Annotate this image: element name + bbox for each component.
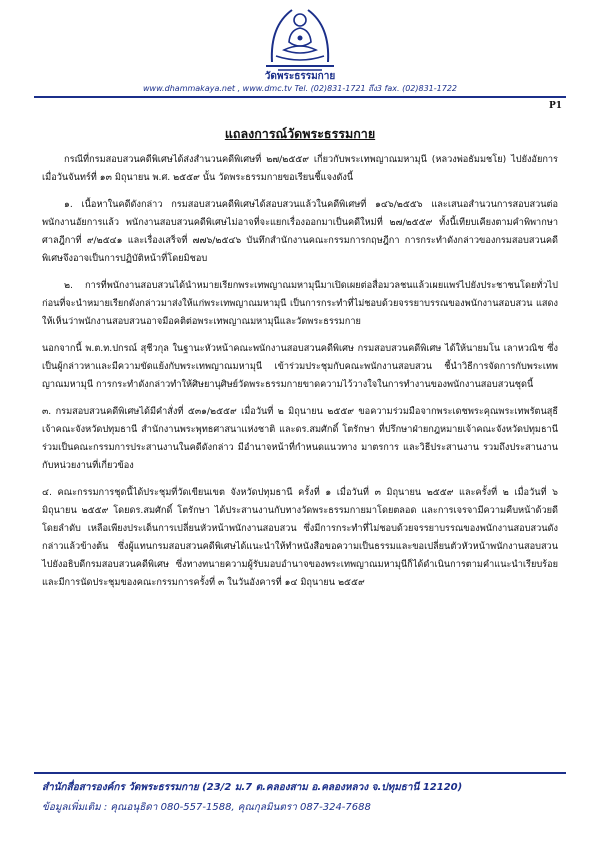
footer — [42, 778, 562, 818]
footer-divider — [34, 772, 566, 774]
letterhead — [0, 0, 600, 100]
page-number: P1 — [548, 101, 562, 111]
paragraph-1: ๑. เนื้อหาในคดีดังกล่าว กรมสอบสวนคดีพิเศษได้สอบสวนแล้วในคดีพิเศษที่ ๑๔๖/๒๕๕๖ และเสนอสำนวนการสอบสวนต่อพนักงานอัยการแล้ว พนักงานสอบสวนคดีพิเศษไม่อาจที่จะแยกเรื่องออกมาเป็นคดีใหม่ที่ ๒๗/๒๕๕๙ ทั้งนี้เทียบเคียงตามคำพิพากษาศาลฎีกาที่ ๙/๒๕๔๑ และเรื่องเสร็จที่ ๗๗๖/๒๕๔๖ บันทึกสำนักงานคณะกรรมการกฤษฎีกา การกระทำดังกล่าวของกรมสอบสวนคดีพิเศษจึงอาจเป็นการปฏิบัติหน้าที่โดยมิชอบ — [42, 199, 558, 264]
paragraph-3: ๓. กรมสอบสวนคดีพิเศษได้มีคำสั่งที่ ๕๓๑/๒๕๕๙ เมื่อวันที่ ๒ มิถุนายน ๒๕๕๙ ขอความร่วมมือจากพระเดชพระคุณพระเทพรัตนสุธี เจ้าคณะจังหวัดปทุมธานี สำนักงานพระพุทธศาสนาแห่งชาติ และดร.สมศักดิ์ โตรักษา ที่ปรึกษาฝ่ายกฎหมายเจ้าคณะจังหวัดปทุมธานี ร่วมเป็นคณะกรรมการประสานงานในคดีดังกล่าว มีอำนาจหน้าที่กำหนดแนวทาง มาตรการ และวิธีประสานงาน รวมถึงประสานงานกับหน่วยงานที่เกี่ยวข้อง — [42, 406, 558, 471]
dhammakaya-seal-icon — [262, 4, 338, 72]
footer-office-line: สำนักสื่อสารองค์กร วัดพระธรรมกาย (23/2 ม.7 ต.คลองสาม อ.คลองหลวง จ.ปทุมธานี 12120) — [42, 782, 463, 793]
footer-info-line: ข้อมูลเพิ่มเติม : คุณอนุธิดา 080-557-1588, คุณกุลมินตรา 087-324-7688 — [42, 802, 371, 813]
intro-paragraph: กรณีที่กรมสอบสวนคดีพิเศษได้ส่งสำนวนคดีพิเศษที่ ๒๗/๒๕๕๙ เกี่ยวกับพระเทพญาณมหามุนี (หลวงพ่อธัมมชโย) ไปยังอัยการ เมื่อวันจันทร์ที่ ๑๓ มิถุนายน พ.ศ. ๒๕๕๙ นั้น วัดพระธรรมกายขอเรียนชี้แจงดังนี้ — [42, 154, 558, 183]
org-name: วัดพระธรรมกาย — [264, 71, 336, 82]
header-divider — [34, 96, 566, 98]
document-body — [42, 151, 558, 601]
contact-line: www.dhammakaya.net , www.dmc.tv Tel. (02)831-1721 ถึง3 fax. (02)831-1722 — [142, 84, 458, 93]
paragraph-4: ๔. คณะกรรมการชุดนี้ได้ประชุมที่วัดเขียนเขต จังหวัดปทุมธานี ครั้งที่ ๑ เมื่อวันที่ ๓ มิถุนายน ๒๕๕๙ และครั้งที่ ๒ เมื่อวันที่ ๖ มิถุนายน ๒๕๕๙ โดยดร.สมศักดิ์ โตรักษา ได้ประสานงานกับทางวัดพระธรรมกายมาโดยตลอด และการเจรจามีความคืบหน้าด้วยดีโดยลำดับ เหลือเพียงประเด็นการเปลี่ยนหัวหน้าพนักงานสอบสวน ซึ่งมีการกระทำที่ไม่ชอบด้วยจรรยาบรรณของพนักงานสอบสวนดังกล่าวแล้วข้างต้น ซึ่งผู้แทนกรมสอบสวนคดีพิเศษได้แนะนำให้ทำหนังสือขอความเป็นธรรมและขอเปลี่ยนตัวหัวหน้าพนักงานสอบสวนไปยังอธิบดีกรมสอบสวนคดีพิเศษ ซึ่งทางทนายความผู้รับมอบอำนาจของพระเทพญาณมหามุนีก็ได้ดำเนินการตามคำแนะนำเรียบร้อย และมีการนัดประชุมของคณะกรรมการครั้งที่ ๓ ในวันอังคารที่ ๑๔ มิถุนายน ๒๕๕๙ — [42, 487, 558, 588]
paragraph-additional: นอกจากนี้ พ.ต.ท.ปกรณ์ สุชีวกุล ในฐานะหัวหน้าคณะพนักงานสอบสวนคดีพิเศษ กรมสอบสวนคดีพิเศษ ได้ให้นายมโน เลาหวณิช ซึ่งเป็นผู้กล่าวหาและมีความขัดแย้งกับพระเทพญาณมหามุนี เข้าร่วมประชุมกับคณะพนักงานสอบสวน ชี้นำวิธีการจัดการกับพระเทพญาณมหามุนี การกระทำดังกล่าวทำให้ศิษยานุศิษย์วัดพระธรรมกายขาดความไว้วางใจในการทำงานของพนักงานสอบสวนชุดนี้ — [42, 343, 558, 390]
paragraph-2: ๒. การที่พนักงานสอบสวนได้นำหมายเรียกพระเทพญาณมหามุนีมาเปิดเผยต่อสื่อมวลชนแล้วเผยแพร่ไปยังประชาชนโดยทั่วไป ก่อนที่จะนำหมายเรียกดังกล่าวมาส่งให้แก่พระเทพญาณมหามุนี เป็นการกระทำที่ไม่ชอบด้วยจรรยาบรรณของพนักงานสอบสวน แสดงให้เห็นว่าพนักงานสอบสวนอาจมีอคติต่อพระเทพญาณมหามุนีและวัดพระธรรมกาย — [42, 280, 558, 327]
document-title: แถลงการณ์วัดพระธรรมกาย — [224, 126, 376, 141]
